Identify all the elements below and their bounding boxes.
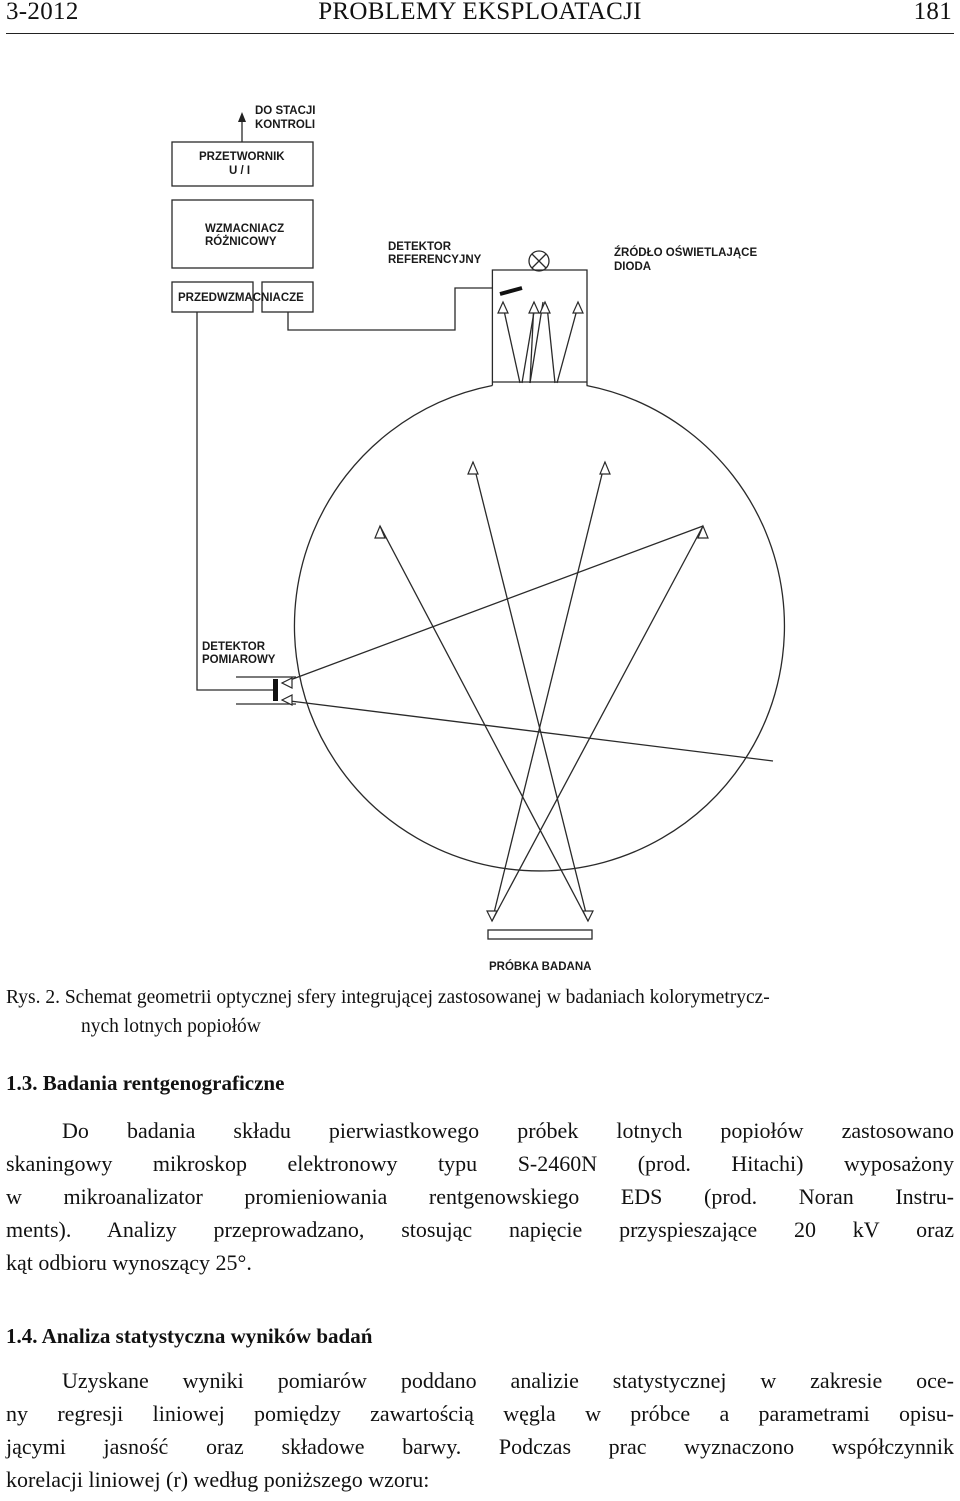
label-meas-detector-line1: DETEKTOR <box>202 641 266 653</box>
paragraph-line: kąt odbioru wynoszący 25°. <box>6 1250 252 1275</box>
paragraph-1-3 <box>6 1114 954 1279</box>
label-converter-line2: U / I <box>229 165 251 177</box>
integrating-sphere-diagram <box>160 95 800 980</box>
sphere-outline <box>294 386 784 871</box>
arrow-up-icon <box>238 112 246 122</box>
svg-text:WZMACNIACZ <box>205 223 284 235</box>
label-light-source-line1: ŹRÓDŁO OŚWIETLAJĄCE <box>614 247 758 259</box>
svg-text:ŹRÓDŁO OŚWIETLAJĄCE <box>614 246 757 259</box>
label-amplifier-line1: WZMACNIACZ <box>205 223 285 235</box>
issue-number: 3-2012 <box>6 0 79 25</box>
page-number: 181 <box>913 0 952 25</box>
paragraph-line: Uzyskane wyniki pomiarów poddano analizie statystycznej w zakresie oce- <box>62 1368 954 1393</box>
paragraph-line: ny regresji liniowej pomiędzy zawartością węgla w próbce a parametrami opisu- <box>6 1401 954 1426</box>
caption-line-1: Rys. 2. Schemat geometrii optycznej sfery integrującej zastosowanej w badaniach kolorymetrycz- <box>6 987 770 1008</box>
label-ref-detector-line1: DETEKTOR <box>388 241 452 253</box>
journal-title: PROBLEMY EKSPLOATACJI <box>318 0 642 25</box>
svg-text:KONTROLI <box>255 119 315 131</box>
svg-text:DETEKTOR <box>388 241 452 253</box>
section-heading-1-4: 1.4. Analiza statystyczna wyników badań <box>6 1324 373 1348</box>
lamp-icon <box>529 251 549 271</box>
section-heading-1-3: 1.3. Badania rentgenograficzne <box>6 1071 285 1095</box>
svg-text:DETEKTOR <box>202 641 266 653</box>
label-sample: PRÓBKA BADANA <box>489 961 592 973</box>
label-light-source-line2: DIODA <box>614 261 652 273</box>
label-preamps: PRZEDWZMACNIACZE <box>178 292 304 304</box>
reference-detector <box>500 288 522 294</box>
svg-text:DO STACJI <box>255 105 316 117</box>
label-ref-detector-line2: REFERENCYJNY <box>388 254 482 266</box>
paragraph-line: Do badania składu pierwiastkowego próbek lotnych popiołów zastosowano <box>62 1118 954 1143</box>
label-amplifier-line2: RÓŻNICOWY <box>205 236 277 248</box>
paragraph-line: skaningowy mikroskop elektronowy typu S-2460N (prod. Hitachi) wyposażony <box>6 1151 954 1176</box>
svg-text:PRÓBKA BADANA <box>489 960 591 973</box>
svg-text:PRZETWORNIK <box>199 151 285 163</box>
label-station-line2: KONTROLI <box>255 119 316 131</box>
ray-arrowheads <box>282 302 708 921</box>
running-header <box>0 0 960 34</box>
measuring-detector <box>273 679 278 701</box>
paragraph-1-4 <box>6 1364 954 1496</box>
figure-caption <box>6 983 954 1041</box>
caption-line-2: nych lotnych popiołów <box>81 1016 261 1037</box>
label-converter-line1: PRZETWORNIK <box>199 151 285 163</box>
svg-text:RÓŻNICOWY <box>205 235 277 248</box>
paragraph-line: w mikroanalizator promieniowania rentgenowskiego EDS (prod. Noran Instru- <box>6 1184 954 1209</box>
svg-text:U / I <box>229 165 250 177</box>
label-meas-detector-line2: POMIAROWY <box>202 654 276 666</box>
svg-text:PRZEDWZMACNIACZE <box>178 292 304 304</box>
header-rule <box>6 33 954 34</box>
svg-text:DIODA <box>614 261 651 273</box>
paragraph-line: jącymi jasność oraz składowe barwy. Podczas prac wyznaczono współczynnik <box>6 1434 954 1459</box>
paragraph-line: korelacji liniowej (r) według poniższego wzoru: <box>6 1467 430 1492</box>
svg-text:POMIAROWY <box>202 654 276 666</box>
converter-box <box>172 142 313 186</box>
svg-text:REFERENCYJNY <box>388 254 482 266</box>
label-station-line1: DO STACJI <box>255 105 316 117</box>
paragraph-line: ments). Analizy przeprowadzano, stosując napięcie przyspieszające 20 kV oraz <box>6 1217 954 1242</box>
sample-holder <box>488 930 592 939</box>
